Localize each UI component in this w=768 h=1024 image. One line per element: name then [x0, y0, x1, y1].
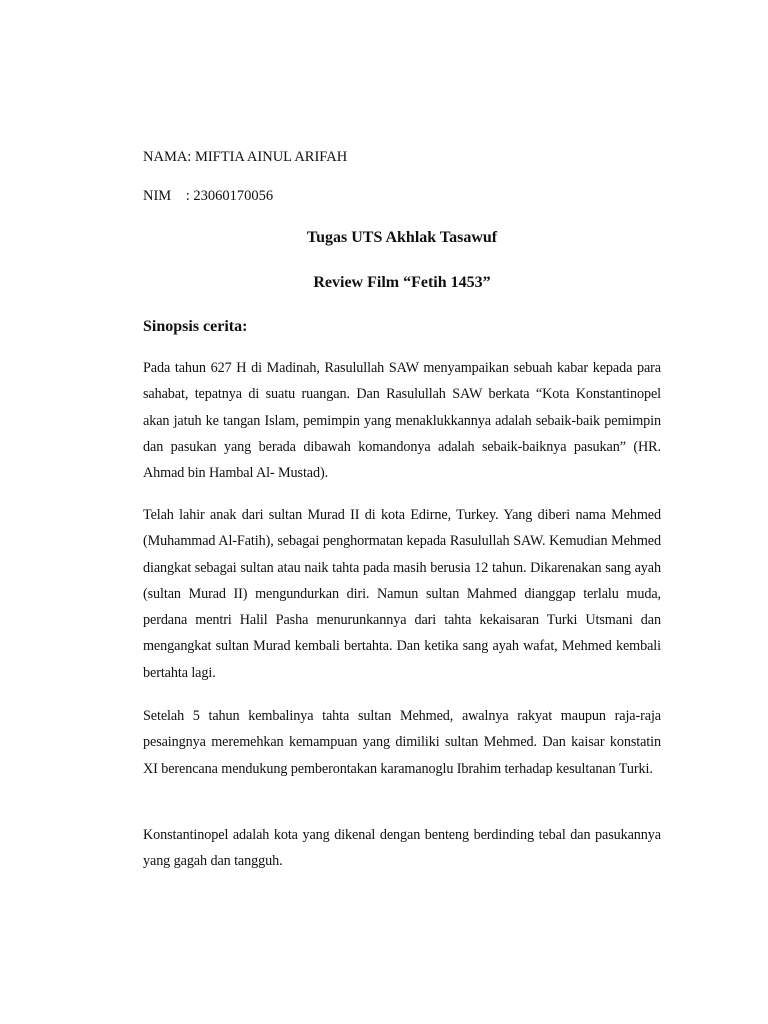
assignment-title: Tugas UTS Akhlak Tasawuf: [306, 229, 498, 246]
paragraph-4: Konstantinopel adalah kota yang dikenal dengan benteng berdinding tebal dan pasukannya yang gagah dan tangguh.: [143, 827, 661, 870]
student-name: NAMA: MIFTIA AINUL ARIFAH: [143, 149, 348, 165]
paragraph-2: Telah lahir anak dari sultan Murad II di kota Edirne, Turkey. Yang diberi nama Mehmed (Muhammad Al-Fatih), sebagai penghormatan kepada Rasulullah SAW. Kemudian Mehmed diangkat sebagai sultan atau naik tahta pada masih berusia 12 tahun. Dikarenakan sang ayah (sultan Murad II) mengundurkan diri. Namun sultan Mahmed dianggap terlalu muda, perdana mentri Halil Pasha menurunkannya dari tahta kekaisaran Turki Utsmani dan mengangkat sultan Murad kembali bertahta. Dan ketika sang ayah wafat, Mehmed kembali bertahta lagi.: [143, 507, 661, 681]
synopsis-heading: Sinopsis cerita:: [143, 318, 248, 335]
paragraph-1: Pada tahun 627 H di Madinah, Rasulullah SAW menyampaikan sebuah kabar kepada para sahabat, tepatnya di suatu ruangan. Dan Rasulullah SAW berkata “Kota Konstantinopel akan jatuh ke tangan Islam, pemimpin yang menaklukkannya adalah sebaik-baik pemimpin dan pasukan yang berada dibawah komandonya adalah sebaik-baiknya pasukan” (HR. Ahmad bin Hambal Al- Mustad).: [143, 360, 661, 482]
student-nim: NIM : 23060170056: [143, 188, 274, 204]
paragraph-3: Setelah 5 tahun kembalinya tahta sultan Mehmed, awalnya rakyat maupun raja-raja pesaingnya meremehkan kemampuan yang dimiliki sultan Mehmed. Dan kaisar konstatin XI berencana mendukung pemberontakan karamanoglu Ibrahim terhadap kesultanan Turki.: [143, 708, 661, 777]
review-title: Review Film “Fetih 1453”: [313, 274, 491, 291]
